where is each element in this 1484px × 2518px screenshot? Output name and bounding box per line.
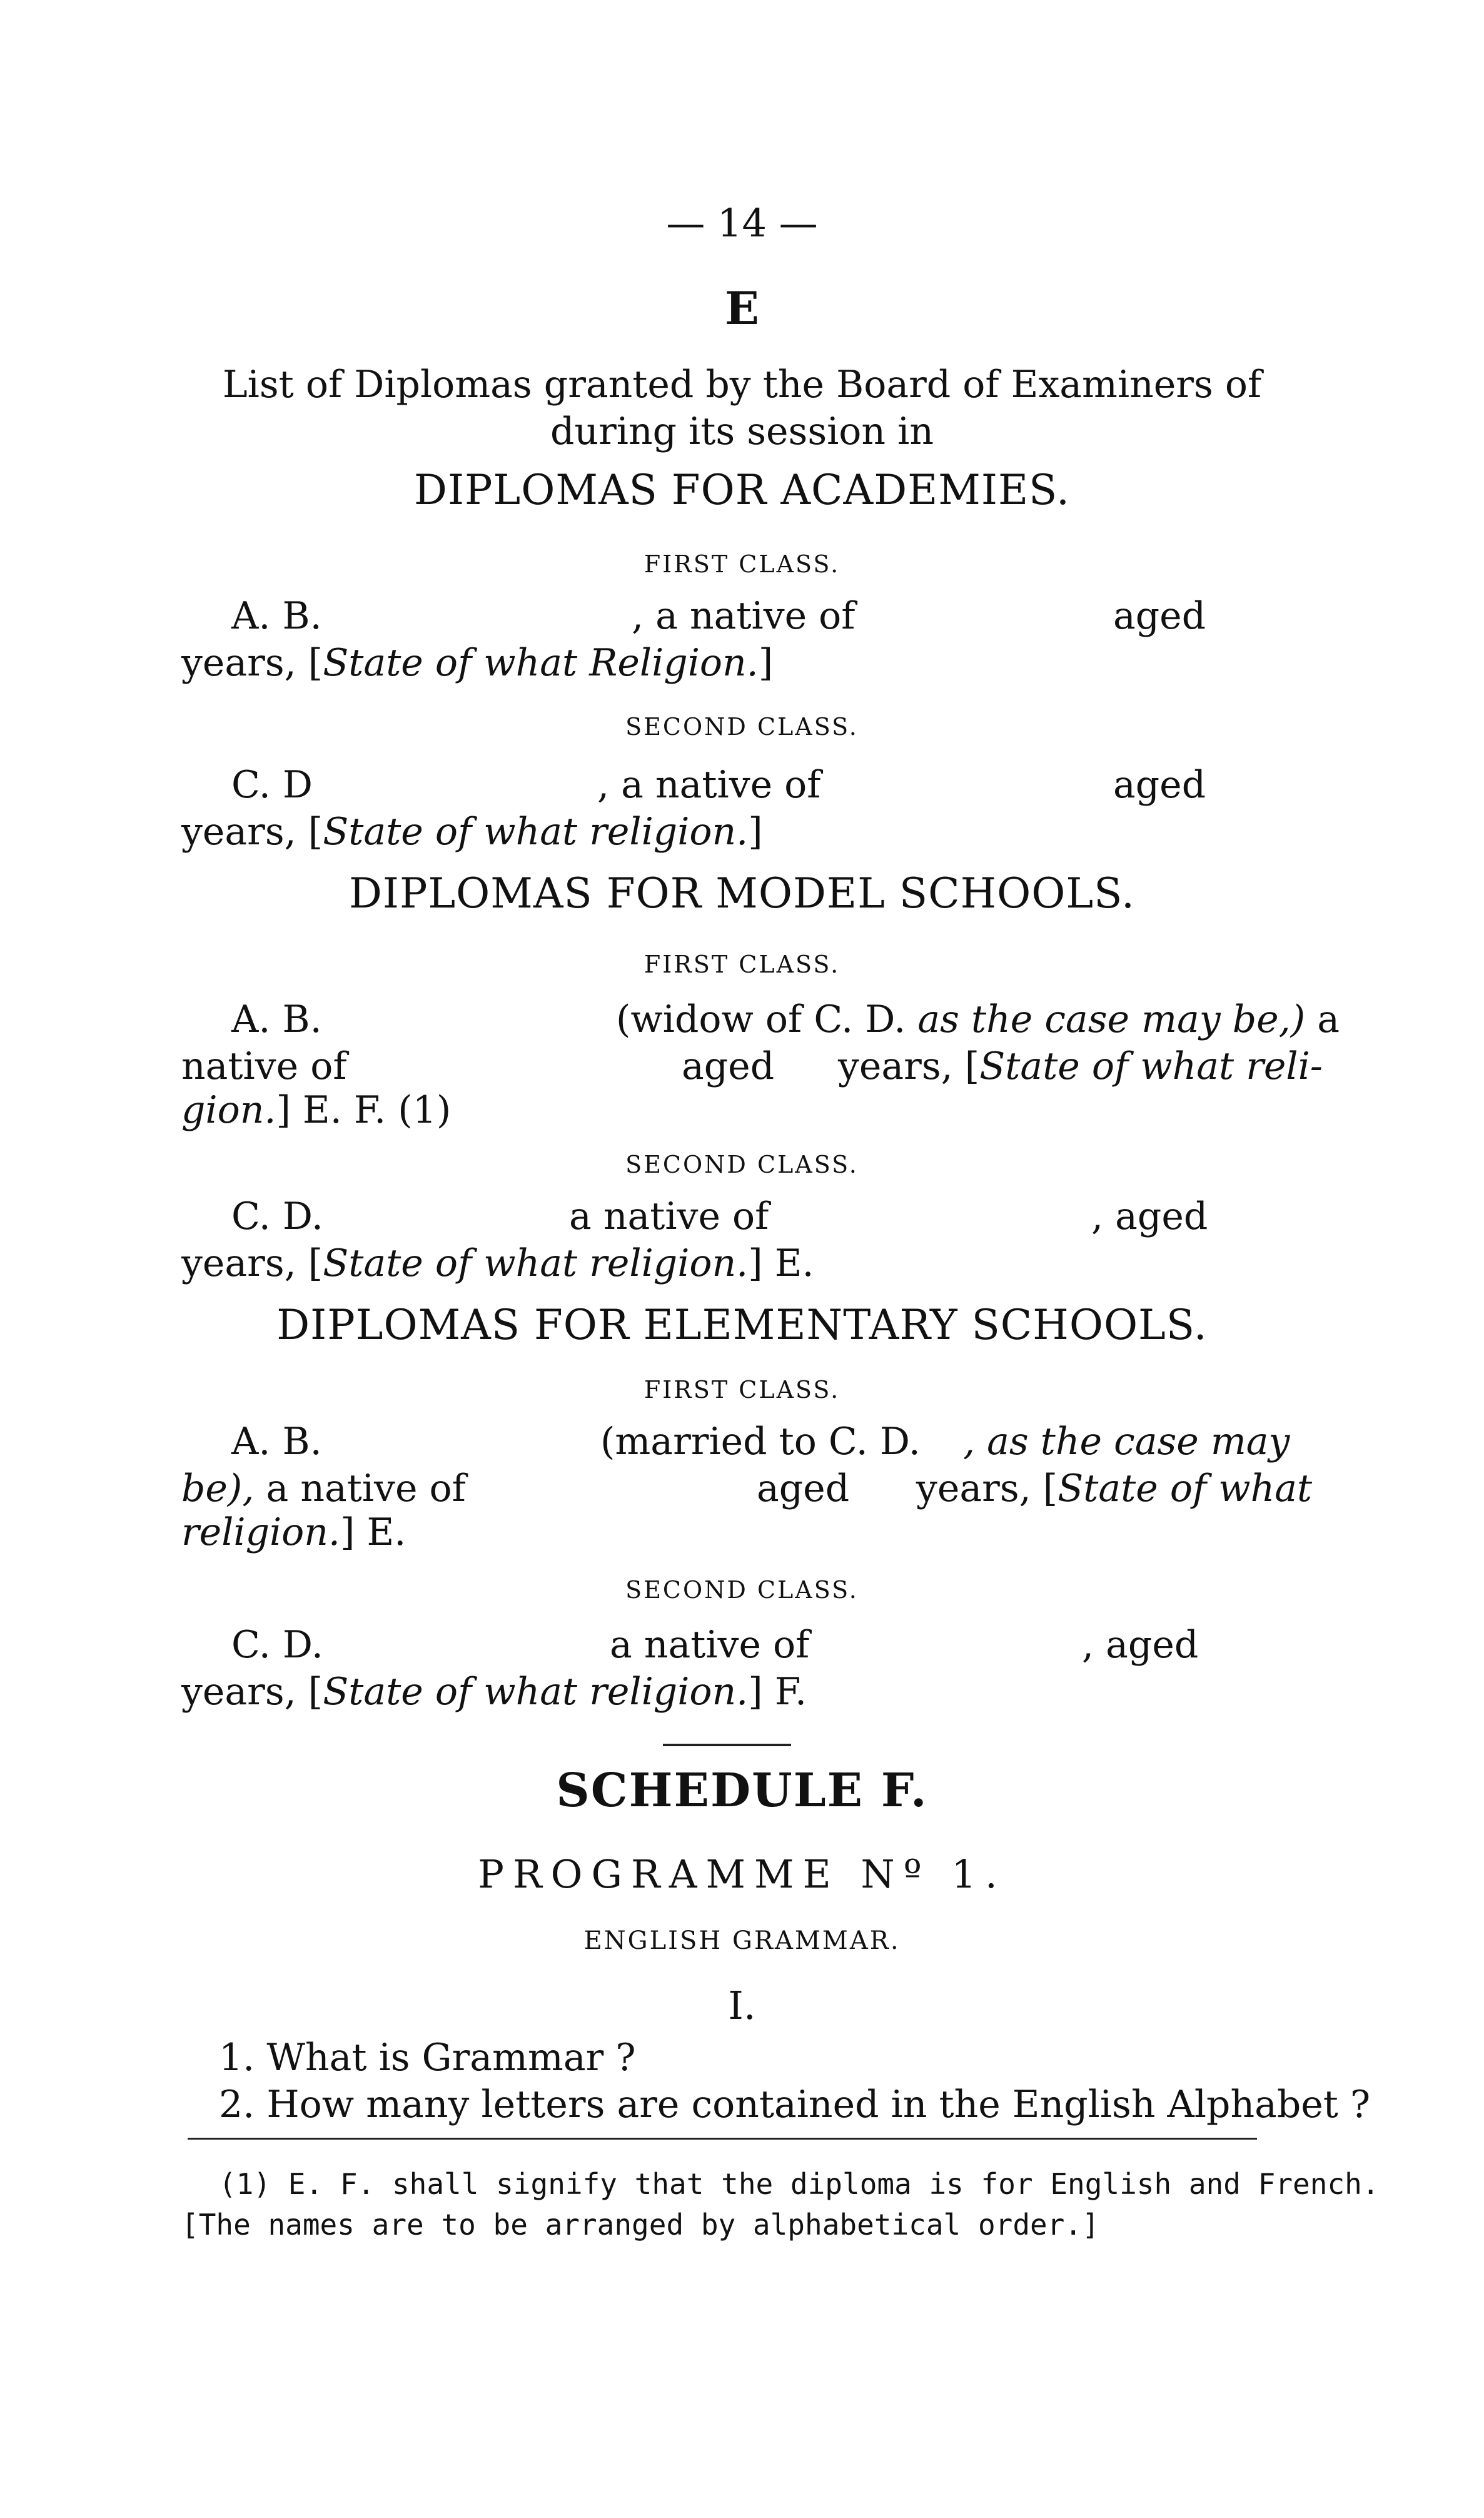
part-numeral: I. (728, 1983, 756, 2028)
schedule-title: SCHEDULE F. (556, 1764, 928, 1818)
intro-line-1: List of Diplomas granted by the Board of Examiners of (222, 363, 1262, 407)
elementary-second-name: C. D. (231, 1623, 323, 1667)
model-second-state-line: years, [State of what religion.] E. (181, 1241, 814, 1285)
elementary-second-state-line: years, [State of what religion.] F. (181, 1670, 807, 1714)
question-item: 1. What is Grammar ? (219, 2036, 636, 2080)
intro-line-2: during its session in (550, 410, 934, 453)
model-first-native: native of (181, 1044, 347, 1088)
academies-second-aged: aged (1113, 763, 1206, 807)
model-first-name: A. B. (231, 998, 322, 1041)
model-second-name: C. D. (231, 1195, 323, 1238)
model-first-state-line: years, [State of what reli- (838, 1044, 1323, 1088)
section-letter: E (725, 281, 759, 335)
academies-first-native: , a native of (632, 594, 856, 638)
academies-first-state-line: years, [State of what Religion.] (181, 641, 774, 685)
question-item: 2. How many letters are contained in the English Alphabet ? (219, 2083, 1371, 2126)
model-second-class-label: SECOND CLASS. (625, 1151, 859, 1178)
programme-title: PROGRAMME Nº 1. (478, 1851, 1006, 1897)
footnote-line-2: [The names are to be arranged by alphabetical order.] (181, 2208, 1099, 2242)
academies-second-state-line: years, [State of what religion.] (181, 810, 763, 854)
elementary-first-married: (married to C. D. (600, 1420, 921, 1464)
elementary-schools-heading: DIPLOMAS FOR ELEMENTARY SCHOOLS. (276, 1301, 1208, 1349)
academies-second-name: C. D (231, 763, 313, 807)
subject-heading: ENGLISH GRAMMAR. (583, 1926, 901, 1955)
elementary-first-native-line: be), a native of (181, 1467, 466, 1510)
model-second-native: a native of (569, 1195, 769, 1238)
model-first-state-line-2: gion.] E. F. (1) (181, 1088, 452, 1132)
page-number: — 14 — (666, 200, 818, 246)
section-divider (663, 1744, 791, 1746)
academies-heading: DIPLOMAS FOR ACADEMIES. (414, 466, 1070, 514)
model-schools-heading: DIPLOMAS FOR MODEL SCHOOLS. (348, 869, 1136, 918)
elementary-first-case: , as the case may (963, 1420, 1290, 1464)
elementary-second-class-label: SECOND CLASS. (625, 1576, 859, 1604)
elementary-first-name: A. B. (231, 1420, 322, 1464)
elementary-first-state-line: years, [State of what (916, 1467, 1313, 1510)
academies-second-class-label: SECOND CLASS. (625, 713, 859, 741)
elementary-first-aged: aged (757, 1467, 850, 1510)
elementary-first-state-line-2: religion.] E. (181, 1510, 406, 1554)
elementary-second-aged: , aged (1082, 1623, 1199, 1667)
academies-second-native: , a native of (597, 763, 821, 807)
academies-first-class-label: FIRST CLASS. (644, 550, 840, 578)
academies-first-name: A. B. (231, 594, 322, 638)
elementary-second-native: a native of (610, 1623, 810, 1667)
model-second-aged: , aged (1091, 1195, 1208, 1238)
elementary-first-class-label: FIRST CLASS. (644, 1376, 840, 1403)
model-first-class-label: FIRST CLASS. (644, 951, 840, 978)
model-first-widow-line: (widow of C. D. as the case may be,) a (616, 998, 1340, 1041)
footnote-line-1: (1) E. F. shall signify that the diploma is for English and French. (219, 2167, 1380, 2201)
footnote-rule (188, 2138, 1257, 2140)
model-first-aged: aged (682, 1044, 775, 1088)
academies-first-aged: aged (1113, 594, 1206, 638)
